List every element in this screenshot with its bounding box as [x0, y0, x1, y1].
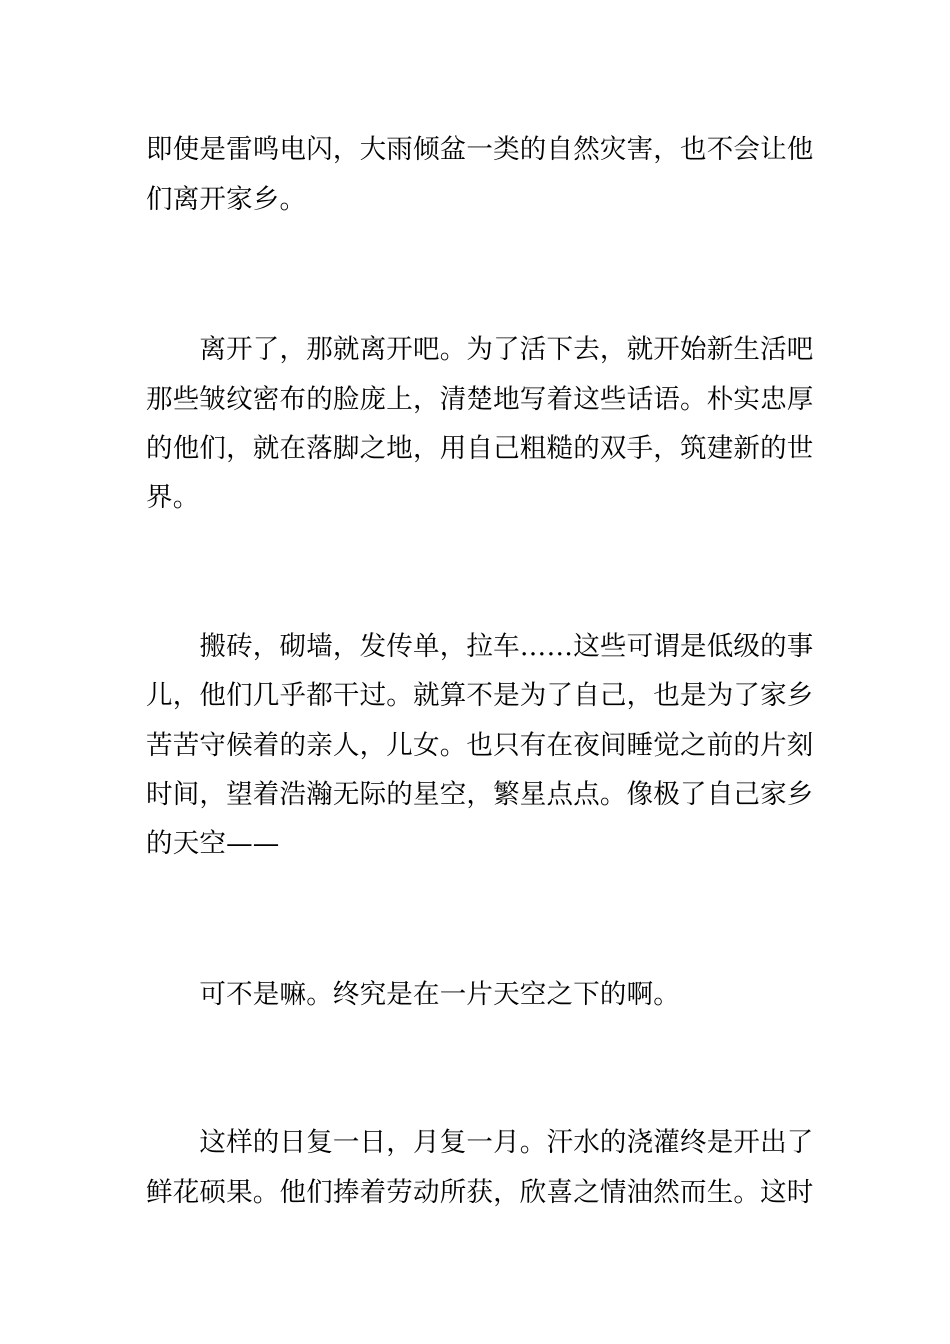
paragraph-3-line-4: 时间，望着浩瀚无际的星空，繁星点点。像极了自己家乡 [146, 779, 814, 810]
paragraph-4-line-1: 可不是嘛。终究是在一片天空之下的啊。 [146, 979, 680, 1010]
paragraph-3-line-1: 搬砖，砌墙，发传单，拉车……这些可谓是低级的事 [146, 631, 814, 662]
paragraph-2-line-1: 离开了，那就离开吧。为了活下去，就开始新生活吧 [146, 334, 814, 365]
paragraph-5-line-1: 这样的日复一日，月复一月。汗水的浇灌终是开出了 [146, 1127, 814, 1158]
paragraph-3-line-5: 的天空—— [146, 828, 280, 859]
paragraph-5-line-2: 鲜花硕果。他们捧着劳动所获，欣喜之情油然而生。这时 [146, 1177, 814, 1208]
paragraph-1-line-2: 们离开家乡。 [146, 184, 307, 215]
paragraph-2-line-3: 的他们，就在落脚之地，用自己粗糙的双手，筑建新的世 [146, 433, 814, 464]
paragraph-1-line-1: 即使是雷鸣电闪，大雨倾盆一类的自然灾害，也不会让他 [146, 134, 814, 165]
paragraph-3-line-2: 儿，他们几乎都干过。就算不是为了自己，也是为了家乡 [146, 680, 814, 711]
paragraph-2-line-2: 那些皱纹密布的脸庞上，清楚地写着这些话语。朴实忠厚 [146, 384, 814, 415]
paragraph-2-line-4: 界。 [146, 482, 200, 513]
paragraph-3-line-3: 苦苦守候着的亲人，儿女。也只有在夜间睡觉之前的片刻 [146, 730, 814, 761]
